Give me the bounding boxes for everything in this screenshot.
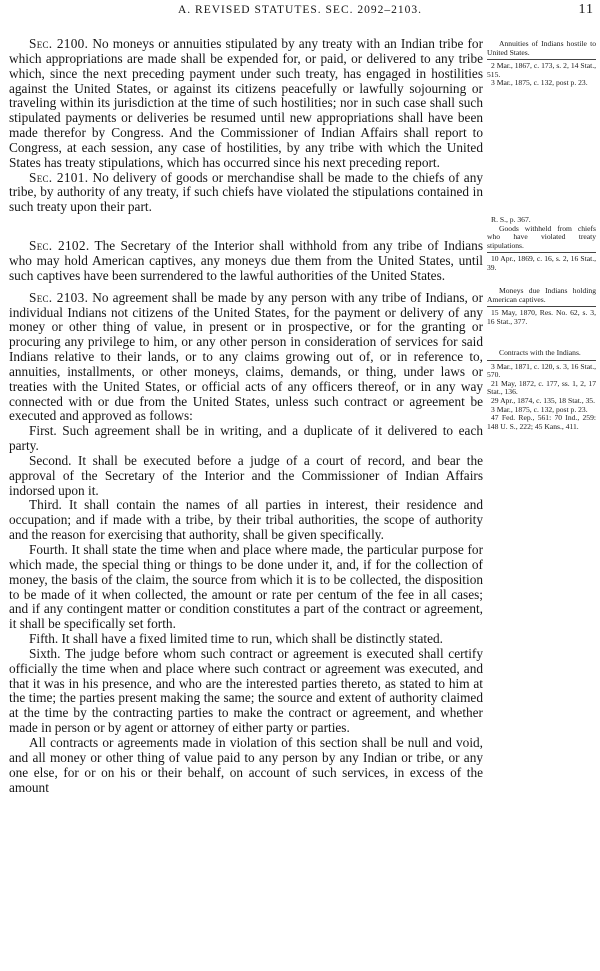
clause-fourth: Fourth. It shall state the time when and place where made, the particular purpose for which made, the special thing or things to be done under it, and, if for the collection of money, the basis of the claim, the source from which it is to be collected, the disposition to be made of it when collected, the amount or rate per centum of the fee in all cases; and if any contingent matter or condition constitutes a part of the contract or agreement, it shall be specifically set forth.	[9, 542, 483, 632]
section-number: Sec. 2103.	[29, 289, 89, 305]
margin-note-title: Moneys due Indians holding American captives.	[487, 286, 596, 304]
margin-rule	[487, 59, 596, 60]
section-number: Sec. 2101.	[29, 169, 89, 185]
page-header	[0, 4, 600, 24]
clause-second: Second. It shall be executed before a judge of a court of record, and bear the approval of the Secretary of the Interior and the Commissioner of Indian Affairs indorsed upon it.	[9, 452, 483, 498]
margin-rule	[487, 306, 596, 307]
section-text: No moneys or annuities stipulated by any treaty with an Indian tribe for which appropriations are made shall be expended for, or paid, or delivered to any tribe which, since the next preceding payment under such treaty, has engaged in hostilities against the United States, or against its citizens peacefully or lawfully sojourning or traveling within its jurisdiction at the time of such hostilities; nor in such case shall such stipulated payments or deliveries be resumed until new appropriations shall have been made therefor by Congress. And the Commissioner of Indian Affairs shall report to Congress, at each session, any case of hostilities, by any tribe with which the United States has treaty stipulations, which has occurred since his next preceding report.	[9, 36, 483, 170]
margin-citation: 3 Mar., 1875, c. 132, post p. 23.	[491, 404, 588, 414]
margin-note-goods	[487, 216, 596, 273]
margin-citation: R. S., p. 367.	[491, 215, 531, 224]
running-title: A. REVISED STATUTES. SEC. 2092–2103.	[177, 4, 422, 16]
section-text: The Secretary of the Interior shall withhold from any tribe of Indians who may hold American captives, any moneys due them from the United States, until such captives have been surrendered to the lawful authorities of the United States.	[9, 238, 483, 283]
section-text: No delivery of goods or merchandise shall be made to the chiefs of any tribe, by authority of any treaty, if such chiefs have violated the stipulations contained in such treaty upon their part.	[9, 169, 483, 215]
margin-citation: 15 May, 1870, Res. No. 62, s. 3, 16 Stat., 377.	[487, 308, 596, 326]
margin-citation: 47 Fed. Rep., 561: 70 Ind., 259: 148 U. S., 222; 45 Kans., 411.	[487, 413, 596, 431]
margin-citation: 3 Mar., 1871, c. 120, s. 3, 16 Stat., 570.	[487, 361, 596, 380]
section-text: No agreement shall be made by any person with any tribe of Indians, or individual Indians not citizens of the United States, for the payment or delivery of any money or other thing of value, in present or in prospective, or for the granting or procuring any privilege to him, or any other person in consideration of services for said Indians relative to their lands, or to any claims growing out of, or in reference to, annuities, installments, or other moneys, claims, demands, or thing, under laws or treaties with the United States, or official acts of any officers thereof, or in any way connected with or due from the United States, unless such contract or agreement be executed and approved as follows:	[9, 289, 484, 424]
clause-fifth: Fifth. It shall have a fixed limited time to run, which shall be distinctly stated.	[29, 631, 443, 647]
section-2102	[9, 239, 483, 284]
main-text	[9, 37, 483, 795]
section-2101	[9, 171, 483, 216]
page-number: 11	[578, 2, 594, 17]
margin-rule	[487, 252, 596, 253]
margin-note-title: Goods withheld from chiefs who have violated treaty stipulations.	[487, 223, 596, 250]
margin-note-contracts	[487, 349, 596, 431]
section-2100	[9, 37, 483, 171]
margin-note-annuities	[487, 40, 596, 88]
margin-rule	[487, 360, 596, 361]
clause-third: Third. It shall contain the names of all parties in interest, their residence and occupation; and if made with a tribe, by their tribal authorities, the scope of authority and the reason for exercising that authority, shall be given specifically.	[9, 497, 483, 543]
closing-paragraph: All contracts or agreements made in violation of this section shall be null and void, and all money or other thing of value paid to any person by any Indian or tribe, or any one else, for or on his or their behalf, on account of such services, in excess of the amount	[9, 734, 483, 795]
margin-note-title: Contracts with the Indians.	[499, 348, 581, 357]
section-number: Sec. 2102.	[29, 238, 90, 254]
margin-citation: 29 Apr., 1874, c. 135, 18 Stat., 35.	[491, 395, 595, 405]
margin-citation: 10 Apr., 1869, c. 16, s. 2, 16 Stat., 39.	[487, 254, 596, 272]
clause-sixth: Sixth. The judge before whom such contract or agreement is executed shall certify officially the time when and place where such contract or agreement was executed, and that it was in his presence, and who are the interested parties thereto, as stated to him at the time; the parties present making the same; the source and extent of authority claimed at the time by the contracting parties to make the contract or agreement, and whether made in person or by agent or attorney of either party or parties.	[9, 645, 483, 736]
margin-citation: 21 May, 1872, c. 177, ss. 1, 2, 17 Stat., 136.	[487, 378, 596, 397]
section-number: Sec. 2100.	[29, 36, 89, 51]
margin-citation: 2 Mar., 1867, c. 173, s. 2, 14 Stat., 515.	[487, 61, 596, 79]
clause-first: First. Such agreement shall be in writing, and a duplicate of it delivered to each party.	[9, 423, 483, 454]
margin-note-captives	[487, 287, 596, 326]
section-2103	[9, 291, 483, 425]
margin-citation: 3 Mar., 1875, c. 132, post p. 23.	[491, 78, 588, 88]
margin-note-title: Annuities of Indians hostile to United States.	[487, 39, 596, 57]
